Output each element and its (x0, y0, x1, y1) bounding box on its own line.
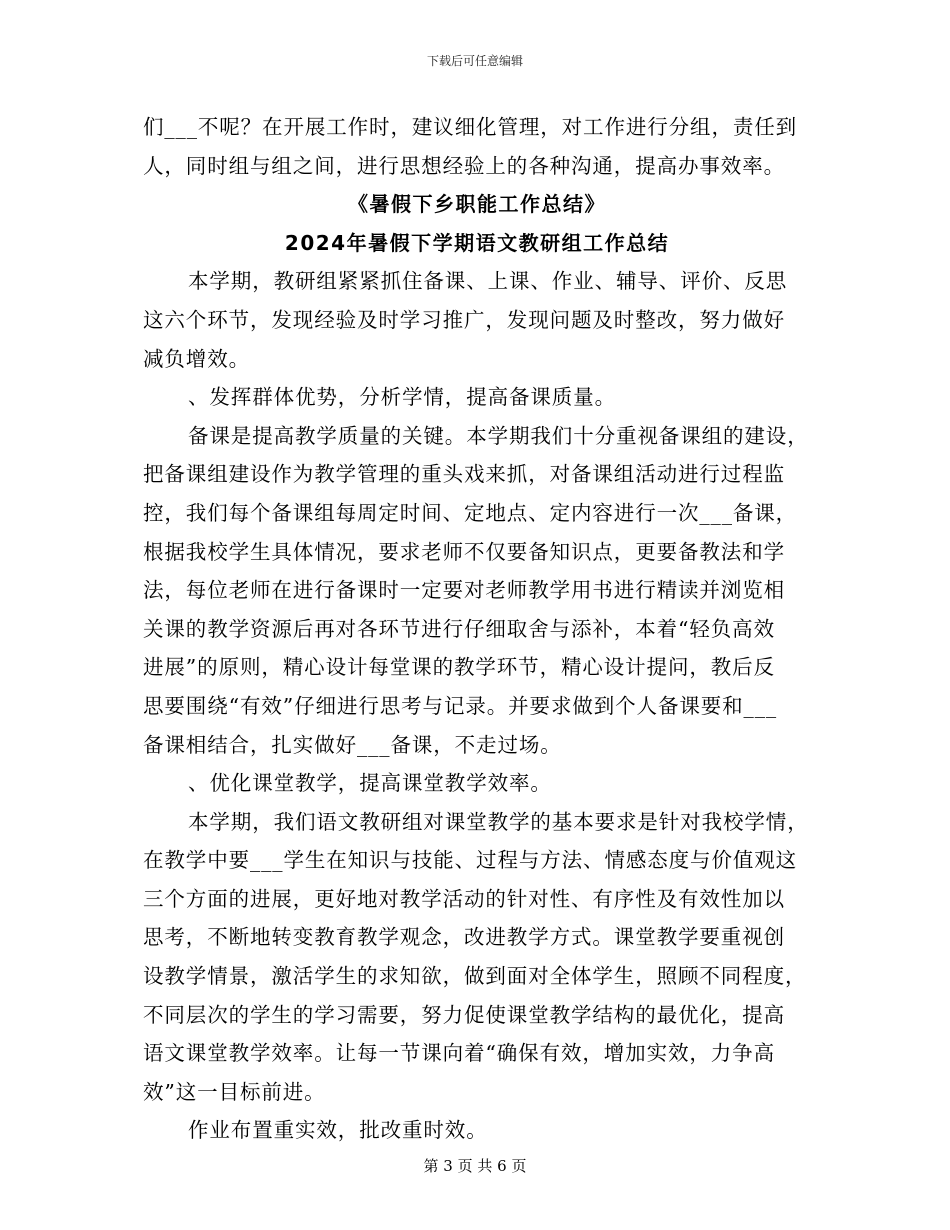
text-line: 思要围绕“有效”仔细进行思考与记录。并要求做到个人备课要和___ (143, 693, 778, 718)
text-line: 设教学情景，激活学生的求知欲，做到面对全体学生，照顾不同程度， (143, 964, 807, 989)
text-line: 本学期，我们语文教研组对课堂教学的基本要求是针对我校学情， (188, 809, 809, 834)
text-line: 备课相结合，扎实做好___备课，不走过场。 (143, 732, 562, 757)
document-body (143, 108, 811, 1150)
text-line: 人，同时组与组之间，进行思想经验上的各种沟通，提高办事效率。 (143, 153, 785, 178)
text-line: 根据我校学生具体情况，要求老师不仅要备知识点，更要备教法和学 (143, 539, 785, 564)
text-line: 减负增效。 (143, 346, 250, 371)
text-line: 语文课堂教学效率。让每一节课向着“确保有效，增加实效，力争高 (143, 1041, 775, 1066)
section-title: 《暑假下乡职能工作总结》 (348, 192, 606, 217)
text-line: 法，每位老师在进行备课时一定要对老师教学用书进行精读并浏览相 (143, 578, 785, 603)
text-line: 控，我们每个备课组每周定时间、定地点、定内容进行一次___备课， (143, 500, 798, 525)
page-number-footer: 第 3 页 共 6 页 (423, 1157, 527, 1175)
section-heading: 、优化课堂教学，提高课堂教学效率。 (188, 771, 552, 796)
text-line: 这六个环节，发现经验及时学习推广，发现问题及时整改，努力做好 (143, 307, 785, 332)
text-line: 备课是提高教学质量的关键。本学期我们十分重视备课组的建设， (188, 423, 809, 448)
text-line: 思考，不断地转变教育教学观念，改进教学方式。课堂教学要重视创 (143, 925, 785, 950)
text-line: 们___不呢？在开展工作时，建议细化管理，对工作进行分组，责任到 (143, 115, 798, 139)
section-heading: 、发挥群体优势，分析学情，提高备课质量。 (188, 385, 616, 410)
text-line: 把备课组建设作为教学管理的重头戏来抓，对备课组活动进行过程监 (143, 462, 785, 487)
text-line: 本学期，教研组紧紧抓住备课、上课、作业、辅导、评价、反思 (188, 269, 788, 294)
text-line: 关课的教学资源后再对各环节进行仔细取舍与添补，本着“轻负高效 (143, 616, 775, 641)
text-line: 不同层次的学生的学习需要，努力促使课堂教学结构的最优化，提高 (143, 1002, 785, 1027)
text-line: 效”这一目标前进。 (143, 1079, 326, 1104)
header-note: 下载后可任意编辑 (426, 54, 523, 68)
text-line: 在教学中要___学生在知识与技能、过程与方法、情感态度与价值观这 (143, 848, 798, 873)
text-line: 三个方面的进展，更好地对教学活动的针对性、有序性及有效性加以 (143, 886, 785, 911)
text-line: 进展”的原则，精心设计每堂课的教学环节，精心设计提问，教后反 (143, 655, 775, 680)
section-heading: 作业布置重实效，批改重时效。 (188, 1118, 488, 1143)
document-title: 2024年暑假下学期语文教研组工作总结 (284, 230, 670, 255)
